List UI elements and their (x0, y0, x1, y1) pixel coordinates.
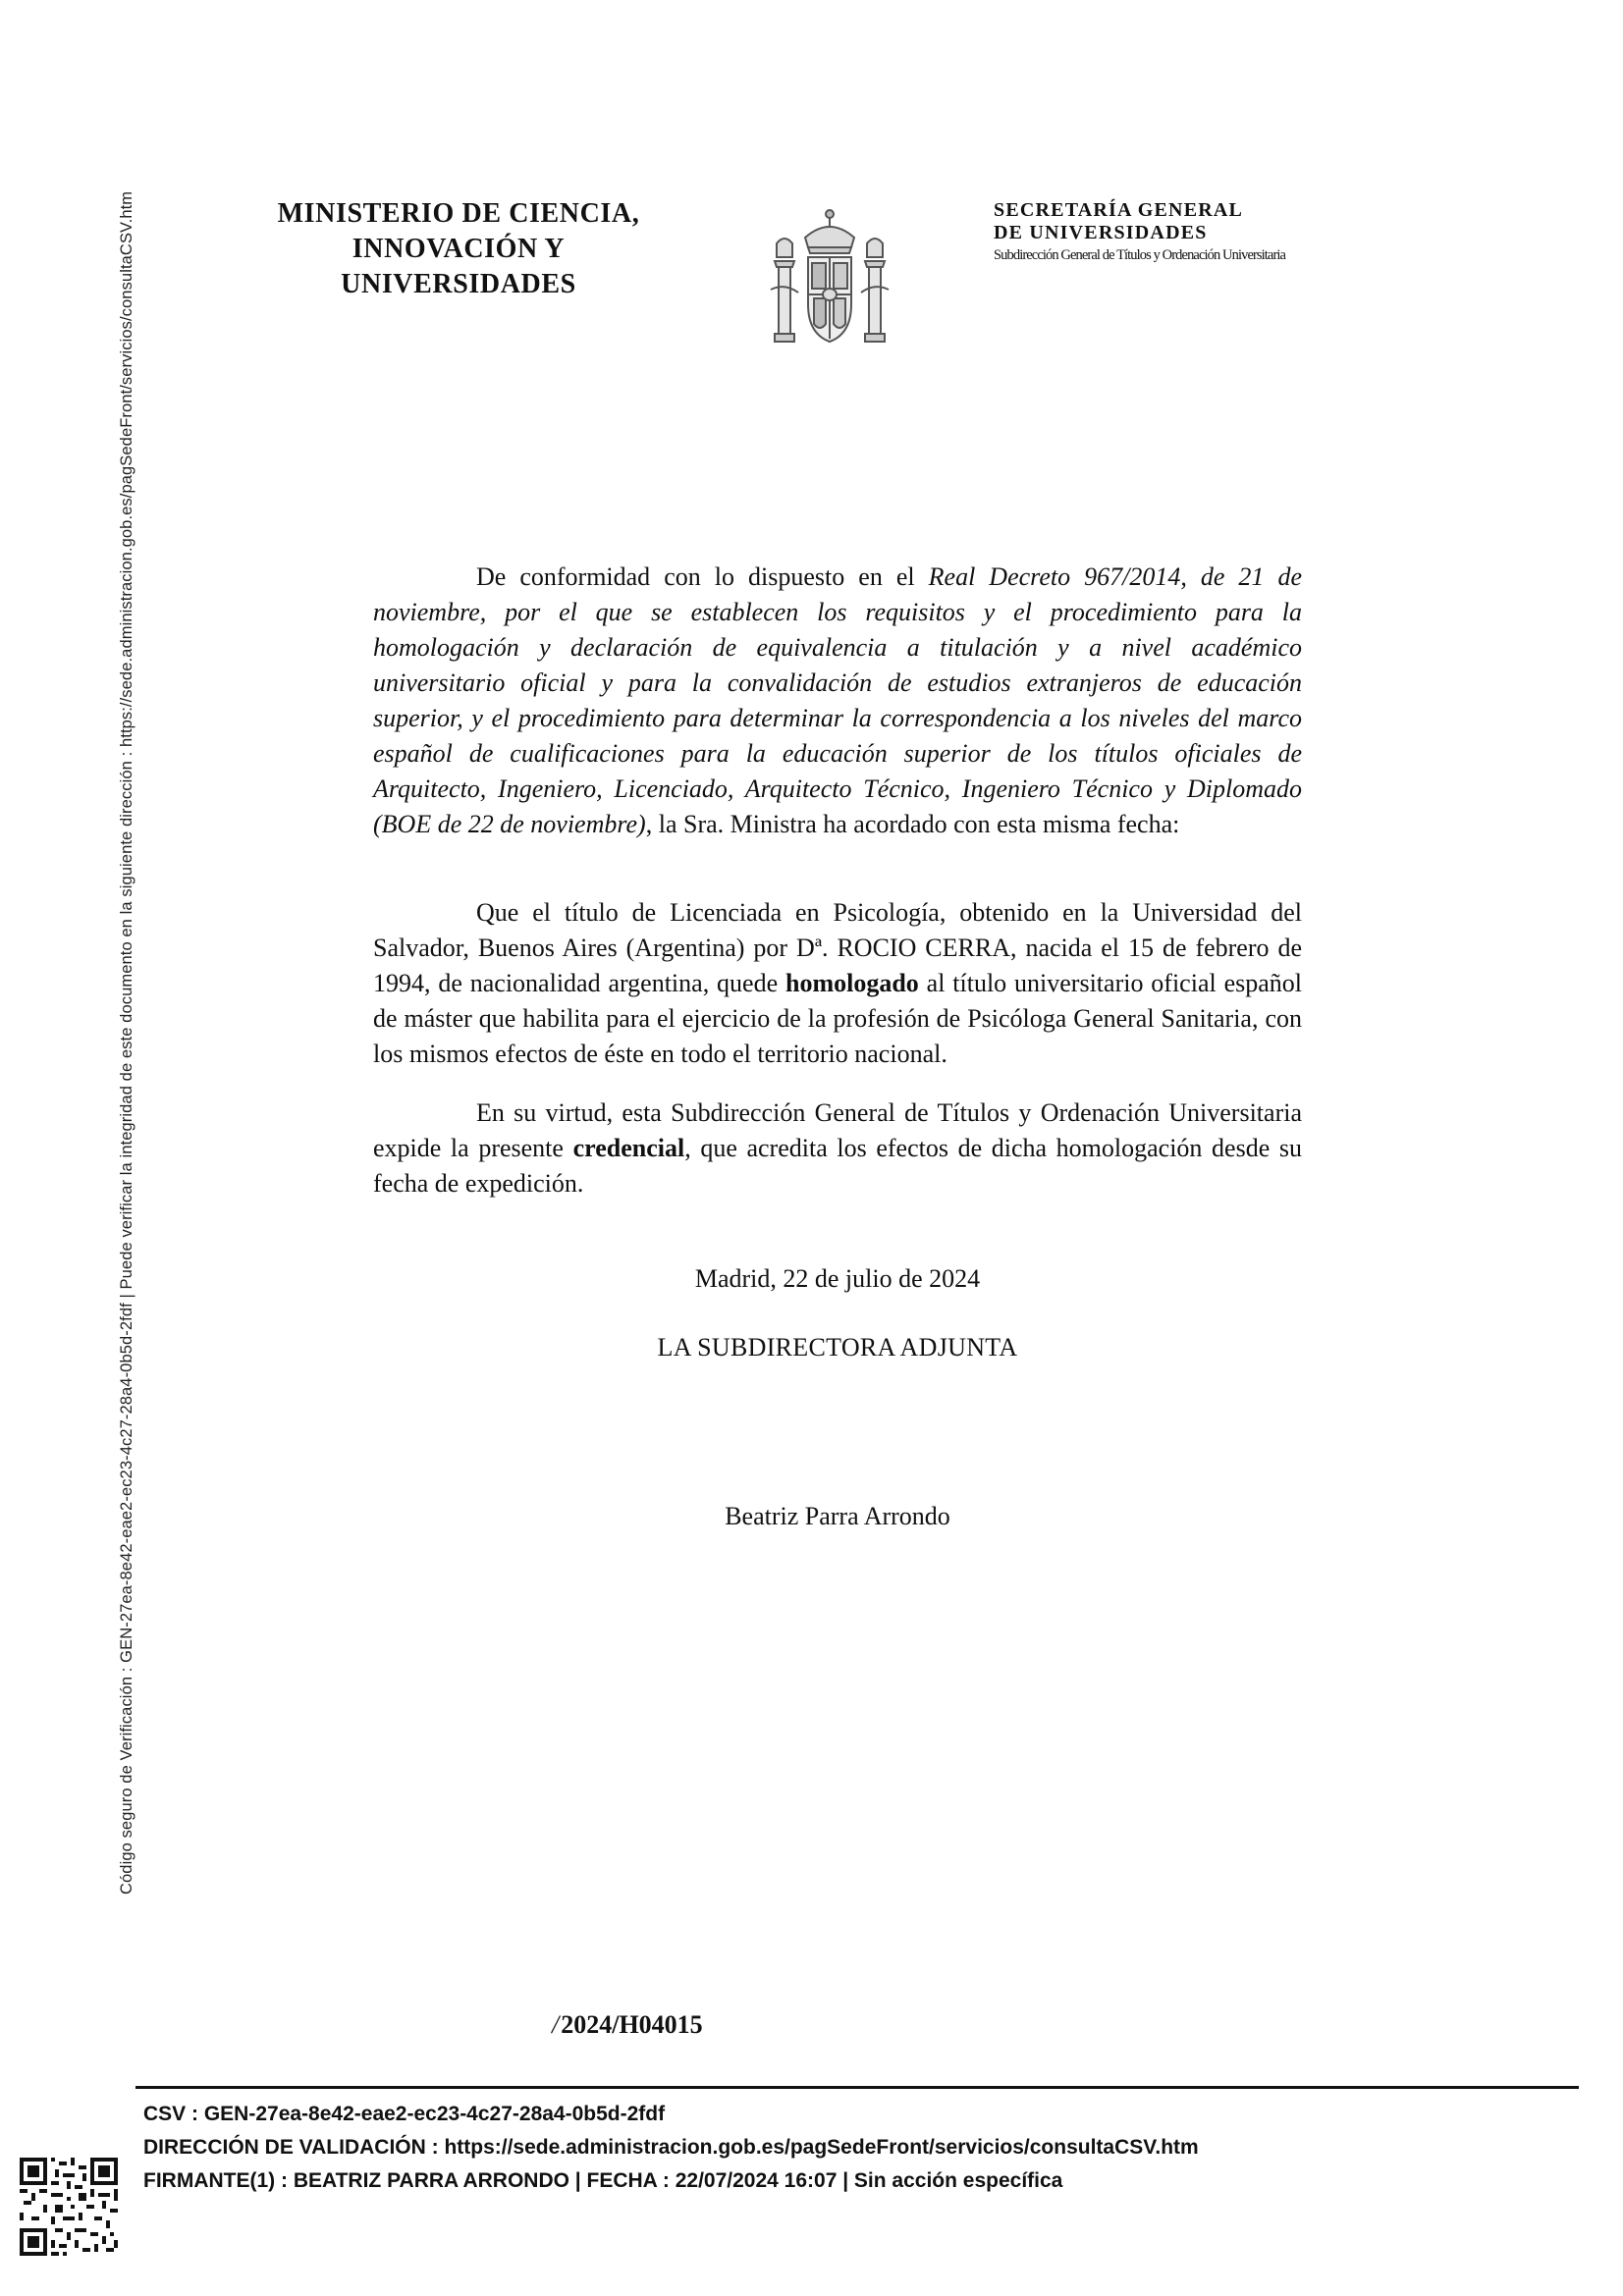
ministry-line: INNOVACIÓN Y (352, 234, 566, 264)
paragraph-credential (373, 1095, 1302, 1201)
reference-number (552, 2010, 703, 2040)
validation-url-line: DIRECCIÓN DE VALIDACIÓN : https://sede.administracion.gob.es/pagSedeFront/servicios/consultaCSV.htm (143, 2136, 1199, 2159)
footer-divider (135, 2086, 1579, 2089)
paragraph-text: al título universitario oficial español de máster que habilita para el ejercicio de la profesión de Psicóloga General Sanitaria, con los mismos efectos de éste en todo el territorio nacional. (373, 969, 1302, 1068)
signer-line: FIRMANTE(1) : BEATRIZ PARRA ARRONDO | FECHA : 22/07/2024 16:07 | Sin acción específica (143, 2169, 1063, 2192)
paragraph-text: En su virtud, esta Subdirección General de Títulos y Ordenación Universitaria expide la presente (373, 1098, 1302, 1162)
signer-name: Beatriz Parra Arrondo (725, 1502, 950, 1530)
subdireccion-line: Subdirección General de Títulos y Ordenación Universitaria (994, 247, 1286, 263)
emphasis-credencial: credencial (572, 1134, 685, 1162)
signer-role: LA SUBDIRECTORA ADJUNTA (657, 1333, 1018, 1362)
paragraph-legal-basis (373, 560, 1302, 842)
ministry-name (257, 196, 660, 302)
verification-side-note: Código seguro de Verificación : GEN-27ea-8e42-eae2-ec23-4c27-28a4-0b5d-2fdf | Puede verificar la integridad de este documento en la siguiente dirección : https://sede.administracion.gob.es/pagSedeFront/servicios/consultaCSV.htm (118, 190, 135, 1895)
spanish-coat-of-arms-icon (751, 196, 908, 353)
paragraph-text: , la Sra. Ministra ha acordado con esta misma fecha: (645, 810, 1180, 838)
ministry-line: MINISTERIO DE CIENCIA, (277, 198, 640, 229)
emphasis-homologado: homologado (785, 969, 919, 997)
paragraph-text: De conformidad con lo dispuesto en el (476, 562, 929, 591)
reference-code: 2024/H04015 (561, 2010, 703, 2039)
csv-line: CSV : GEN-27ea-8e42-eae2-ec23-4c27-28a4-0b5d-2fdf (143, 2103, 666, 2125)
secretaria-line: DE UNIVERSIDADES (994, 222, 1208, 243)
paragraph-text: Que el título de Licenciada en Psicología, obtenido en la Universidad del Salvador, Buenos Aires (Argentina) por Dª. ROCIO CERRA, nacida el 15 de febrero de 1994, de nacionalidad argentina, quede (373, 898, 1302, 997)
qr-code-icon (20, 2158, 118, 2256)
reference-slash: / (552, 2010, 560, 2039)
secretaria-line: SECRETARÍA GENERAL (994, 199, 1244, 221)
secretaria-header (994, 199, 1386, 264)
place-date: Madrid, 22 de julio de 2024 (694, 1264, 981, 1293)
paragraph-homologation (373, 895, 1302, 1072)
paragraph-text: , que acredita los efectos de dicha homologación desde su fecha de expedición. (373, 1134, 1303, 1198)
ministry-line: UNIVERSIDADES (341, 269, 576, 299)
decree-reference: Real Decreto 967/2014, de 21 de noviembre, por el que se establecen los requisitos y el procedimiento para la homologación y declaración de equivalencia a titulación y a nivel académico universitario oficial y para la convalidación de estudios extranjeros de educación superior, y el procedimiento para determinar la correspondencia a los niveles del marco español de cualificaciones para la educación superior de los títulos oficiales de Arquitecto, Ingeniero, Licenciado, Arquitecto Técnico, Ingeniero Técnico y Diplomado (BOE de 22 de noviembre) (373, 562, 1302, 838)
footer-verification (143, 2098, 1199, 2198)
